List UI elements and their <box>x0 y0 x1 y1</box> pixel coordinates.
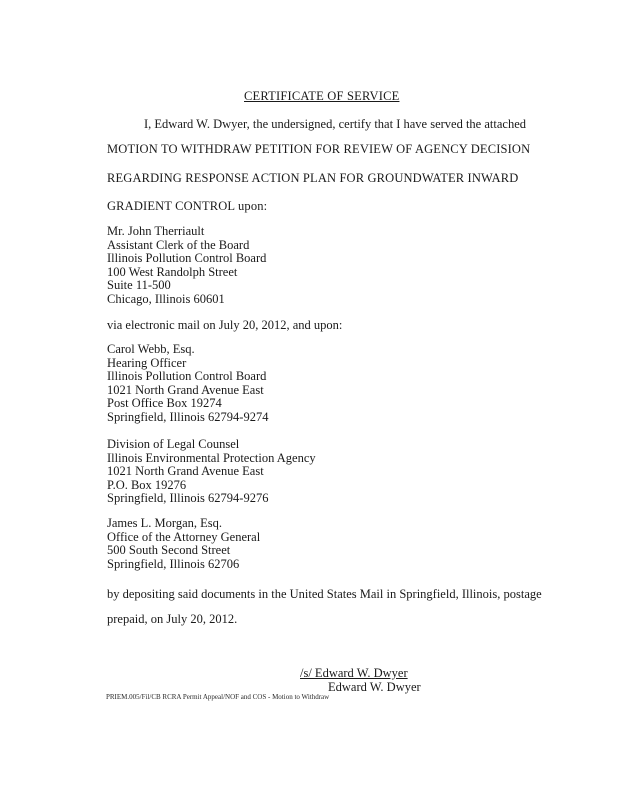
address-line: P.O. Box 19276 <box>107 477 187 492</box>
address-block-attorney-general <box>107 517 260 571</box>
intro-paragraph: I, Edward W. Dwyer, the undersigned, certify that I have served the attached <box>144 117 526 131</box>
address-line: Chicago, Illinois 60601 <box>107 291 225 306</box>
page-title: CERTIFICATE OF SERVICE <box>244 89 400 103</box>
address-block-clerk <box>107 225 266 306</box>
address-line: James L. Morgan, Esq. <box>107 516 223 530</box>
address-line: Office of the Attorney General <box>107 529 261 544</box>
signer-name: Edward W. Dwyer <box>328 680 421 694</box>
address-line: Springfield, Illinois 62794-9274 <box>107 409 269 424</box>
address-line: Post Office Box 19274 <box>107 396 222 410</box>
signature: /s/ Edward W. Dwyer <box>300 666 408 680</box>
address-line: Assistant Clerk of the Board <box>107 237 250 252</box>
deposit-statement-line-1: by depositing said documents in the United States Mail in Springfield, Illinois, postage <box>107 587 542 601</box>
address-line: Illinois Pollution Control Board <box>107 369 267 383</box>
address-line: Division of Legal Counsel <box>107 437 240 451</box>
address-line: 1021 North Grand Avenue East <box>107 382 264 397</box>
address-line: Illinois Environmental Protection Agency <box>107 450 316 465</box>
address-line: Hearing Officer <box>107 355 187 370</box>
address-line: Illinois Pollution Control Board <box>107 251 267 265</box>
deposit-statement-line-2: prepaid, on July 20, 2012. <box>107 612 238 626</box>
address-block-legal-counsel <box>107 438 316 506</box>
address-block-hearing-officer <box>107 343 268 424</box>
address-line: Mr. John Therriault <box>107 224 205 238</box>
address-line: 1021 North Grand Avenue East <box>107 464 264 478</box>
motion-title-line-3: GRADIENT CONTROL upon: <box>107 199 268 213</box>
address-line: 500 South Second Street <box>107 543 231 557</box>
address-line: Springfield, Illinois 62794-9276 <box>107 491 269 505</box>
motion-title-line-2: REGARDING RESPONSE ACTION PLAN FOR GROUNDWATER INWARD <box>107 171 519 185</box>
address-line: Suite 11-500 <box>107 278 171 292</box>
via-email-line: via electronic mail on July 20, 2012, and upon: <box>107 318 343 332</box>
address-line: Springfield, Illinois 62706 <box>107 556 240 571</box>
motion-title-line-1: MOTION TO WITHDRAW PETITION FOR REVIEW OF AGENCY DECISION <box>107 142 531 156</box>
document-footer: PRIEM.005/Fil/CB RCRA Permit Appeal/NOF and COS - Motion to Withdraw <box>106 693 330 701</box>
address-line: 100 West Randolph Street <box>107 264 238 279</box>
address-line: Carol Webb, Esq. <box>107 342 195 356</box>
